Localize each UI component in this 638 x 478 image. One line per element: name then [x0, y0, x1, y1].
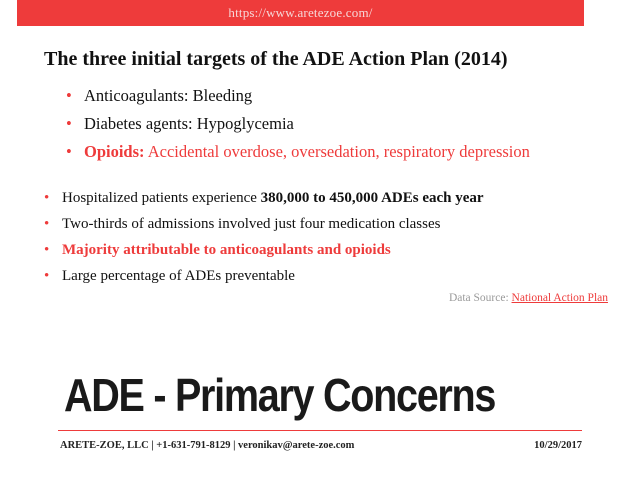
bullet-icon: • — [44, 190, 50, 206]
footer-date: 10/29/2017 — [534, 440, 582, 451]
point-highlight: Majority attributable to anticoagulants and opioids — [62, 242, 391, 258]
list-item — [44, 185, 484, 211]
list-item — [44, 237, 484, 263]
target-text: Anticoagulants: Bleeding — [84, 86, 253, 105]
footer-contact: ARETE-ZOE, LLC | +1-631-791-8129 | veronikav@arete-zoe.com — [60, 440, 355, 451]
key-points-list — [44, 185, 484, 289]
data-source — [449, 292, 608, 304]
footer — [60, 440, 582, 451]
point-text: Two-thirds of admissions involved just four medication classes — [62, 216, 441, 232]
point-strong: 380,000 to 450,000 ADEs each year — [260, 190, 484, 206]
bullet-icon: • — [66, 86, 72, 105]
slide-heading: The three initial targets of the ADE Action Plan (2014) — [44, 48, 508, 70]
header-url: https://www.aretezoe.com/ — [228, 5, 373, 20]
list-item — [66, 110, 530, 138]
point-text: Large percentage of ADEs preventable — [62, 268, 295, 284]
targets-list — [66, 82, 530, 166]
bullet-icon: • — [44, 268, 50, 284]
source-link[interactable]: National Action Plan — [511, 292, 608, 304]
bullet-icon: • — [66, 142, 72, 161]
list-item — [44, 211, 484, 237]
list-item — [66, 82, 530, 110]
divider — [58, 430, 582, 431]
bullet-icon: • — [44, 242, 50, 258]
list-item — [66, 138, 530, 166]
bullet-icon: • — [66, 114, 72, 133]
target-text: Diabetes agents: Hypoglycemia — [84, 114, 294, 133]
slide-title: ADE - Primary Concerns — [64, 369, 496, 421]
source-label: Data Source: — [448, 292, 512, 304]
point-text: Hospitalized patients experience — [62, 190, 261, 206]
list-item — [44, 263, 484, 289]
bullet-icon: • — [44, 216, 50, 232]
target-text: Accidental overdose, oversedation, respiratory depression — [144, 142, 530, 161]
header-url-bar — [17, 0, 584, 26]
target-strong: Opioids: — [84, 142, 145, 161]
